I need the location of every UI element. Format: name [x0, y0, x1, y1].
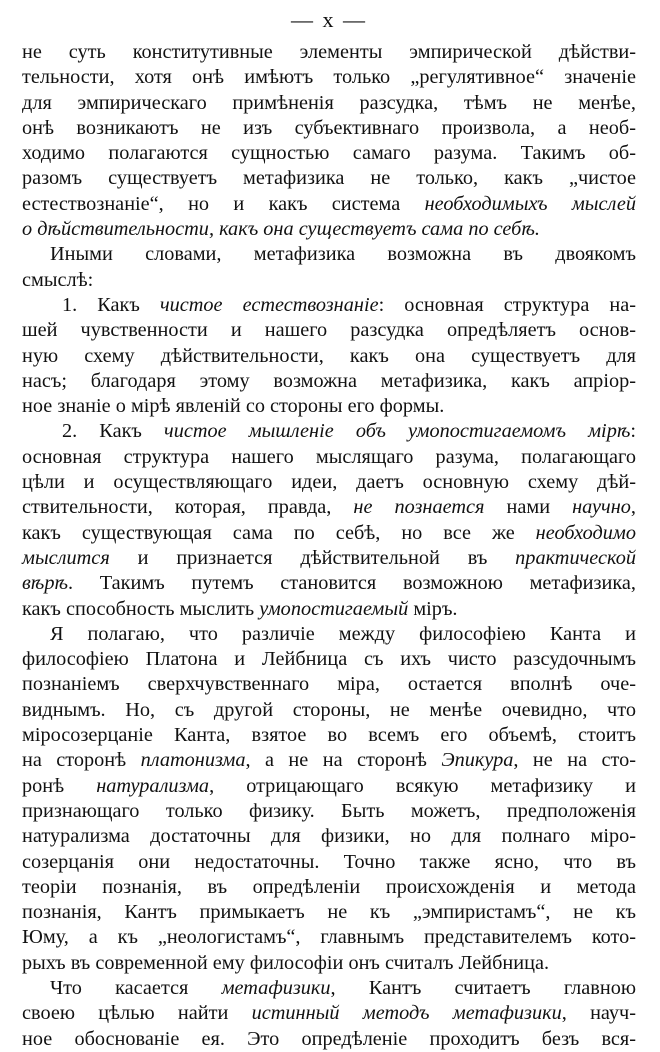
text-segment: , отрицающаго всякую метафизику и	[209, 774, 636, 797]
text-segment: , Кантъ считаетъ главною	[330, 976, 636, 999]
text-segment: , науч-	[561, 1002, 636, 1025]
text-line	[22, 976, 636, 1001]
text-segment: ронѣ	[22, 774, 97, 797]
emphasized-text: чистое естествознаніе	[159, 293, 379, 316]
emphasized-text: мыслится	[22, 546, 110, 569]
text-line	[22, 192, 636, 217]
text-segment: Что касается	[50, 976, 222, 999]
emphasized-text: платонизма	[140, 749, 246, 772]
text-line: созерцанія они недостаточны. Точно также ясно, что въ	[22, 850, 636, 873]
text-line	[22, 597, 636, 622]
text-line	[22, 774, 636, 799]
text-segment: , не на сто-	[513, 749, 637, 772]
text-segment: міръ.	[408, 597, 458, 620]
text-line: рыхъ въ современной ему философіи онъ считалъ Лейбница.	[22, 951, 550, 974]
text-line: философіею Платона и Лейбница съ ихъ чисто разсудочнымъ	[22, 648, 636, 671]
emphasized-text: чистое мышленіе объ умопостигаемомъ мірѣ	[164, 420, 631, 443]
text-line	[22, 495, 636, 520]
text-segment: 1. Какъ	[62, 293, 160, 316]
emphasized-text: о дѣйствительности, какъ она существуетъ сама по себѣ.	[22, 218, 540, 241]
text-segment: ,	[630, 496, 636, 519]
text-line: шей чувственности и нашего разсудка опредѣляетъ основ-	[22, 319, 636, 342]
text-line: Юму, а къ „неологистамъ“, главнымъ представителемъ кото-	[22, 926, 636, 949]
text-line: онѣ возникаютъ не изъ субъективнаго произвола, а необ-	[22, 116, 636, 139]
text-segment: , а не на сторонѣ	[245, 749, 442, 772]
body-text	[22, 40, 636, 1052]
emphasized-text: вѣрѣ	[22, 572, 68, 595]
text-segment: ствительности, которая, правда,	[22, 496, 354, 519]
text-line: основная структура нашего мыслящаго разума, полагающаго	[22, 445, 636, 468]
text-line: Я полагаю, что различіе между философіею Канта и	[50, 622, 636, 645]
text-segment: :	[630, 420, 636, 443]
text-segment: . Такимъ путемъ становится возможною метафизика,	[68, 572, 636, 595]
text-line: разомъ существуетъ метафизика не только, какъ „чистое	[22, 167, 636, 190]
text-segment: на сторонѣ	[22, 749, 141, 772]
text-line	[22, 521, 636, 546]
text-line: насъ; благодаря этому возможна метафизика, какъ апріор-	[22, 369, 636, 392]
text-line	[22, 419, 636, 444]
text-line: виднымъ. Но, съ другой стороны, не менѣе очевидно, что	[22, 698, 636, 721]
text-line: ное знаніе о мірѣ явленій со стороны его формы.	[22, 395, 445, 418]
text-line: смыслѣ:	[22, 268, 94, 291]
text-line: ное обоснованіе ея. Это опредѣленіе проходитъ безъ вся-	[22, 1027, 636, 1050]
emphasized-text: умопостигаемый	[259, 597, 409, 620]
text-line	[22, 571, 636, 596]
text-segment: и признается дѣйствительной въ	[109, 546, 516, 569]
text-segment: какъ существующая сама по себѣ, но все же	[22, 521, 536, 544]
text-line: міросозерцаніе Канта, взятое во всемъ его объемѣ, стоитъ	[22, 724, 636, 747]
text-segment: 2. Какъ	[62, 420, 165, 443]
text-segment: : основная структура на-	[378, 293, 636, 316]
emphasized-text: натурализма	[96, 774, 210, 797]
text-line	[22, 546, 636, 571]
text-line: познанія, Кантъ примыкаетъ не къ „эмпиристамъ“, не къ	[22, 901, 636, 924]
emphasized-text: необходимо	[535, 521, 636, 544]
text-line: ную схему дѣйствительности, какъ она существуетъ для	[22, 344, 636, 367]
text-line: не суть конститутивные элементы эмпирической дѣйстви-	[22, 41, 636, 63]
emphasized-text: необходимыхъ мыслей	[424, 192, 636, 215]
text-line: натурализма достаточны для физики, но для полнаго міро-	[22, 825, 636, 848]
text-line: ходимо полагаются сущностью самаго разума. Такимъ об-	[22, 142, 636, 165]
emphasized-text: метафизики	[221, 976, 331, 999]
text-line	[22, 217, 636, 242]
emphasized-text: не познается	[353, 496, 485, 519]
text-segment: нами	[484, 496, 573, 519]
emphasized-text: Эпикура	[441, 749, 514, 772]
text-line	[22, 748, 636, 773]
text-line: познаніемъ сверхчувственнаго міра, остается вполнѣ оче-	[22, 673, 636, 696]
text-segment: своею цѣлью найти	[22, 1002, 252, 1025]
text-line: для эмпирическаго примѣненія разсудка, тѣмъ не менѣе,	[22, 91, 636, 114]
emphasized-text: истинный методъ метафизики	[251, 1002, 562, 1025]
text-line: тельности, хотя онѣ имѣютъ только „регулятивное“ значеніе	[22, 66, 636, 89]
text-segment: естествознаніе“, но и какъ система	[22, 192, 425, 215]
text-line: Иными словами, метафизика возможна въ двоякомъ	[50, 243, 636, 266]
emphasized-text: научно	[572, 496, 631, 519]
emphasized-text: практической	[515, 546, 636, 569]
text-line	[22, 293, 636, 318]
text-line	[22, 1001, 636, 1026]
text-line: цѣли и осуществляющаго идеи, даетъ основную схему дѣй-	[22, 471, 636, 494]
page-number-header: — x —	[291, 7, 367, 32]
text-line: теоріи познанія, въ опредѣленіи происхожденія и метода	[22, 875, 636, 898]
text-segment: какъ способность мыслить	[22, 597, 260, 620]
text-line: признающаго только физику. Быть можетъ, предположенія	[22, 799, 636, 822]
